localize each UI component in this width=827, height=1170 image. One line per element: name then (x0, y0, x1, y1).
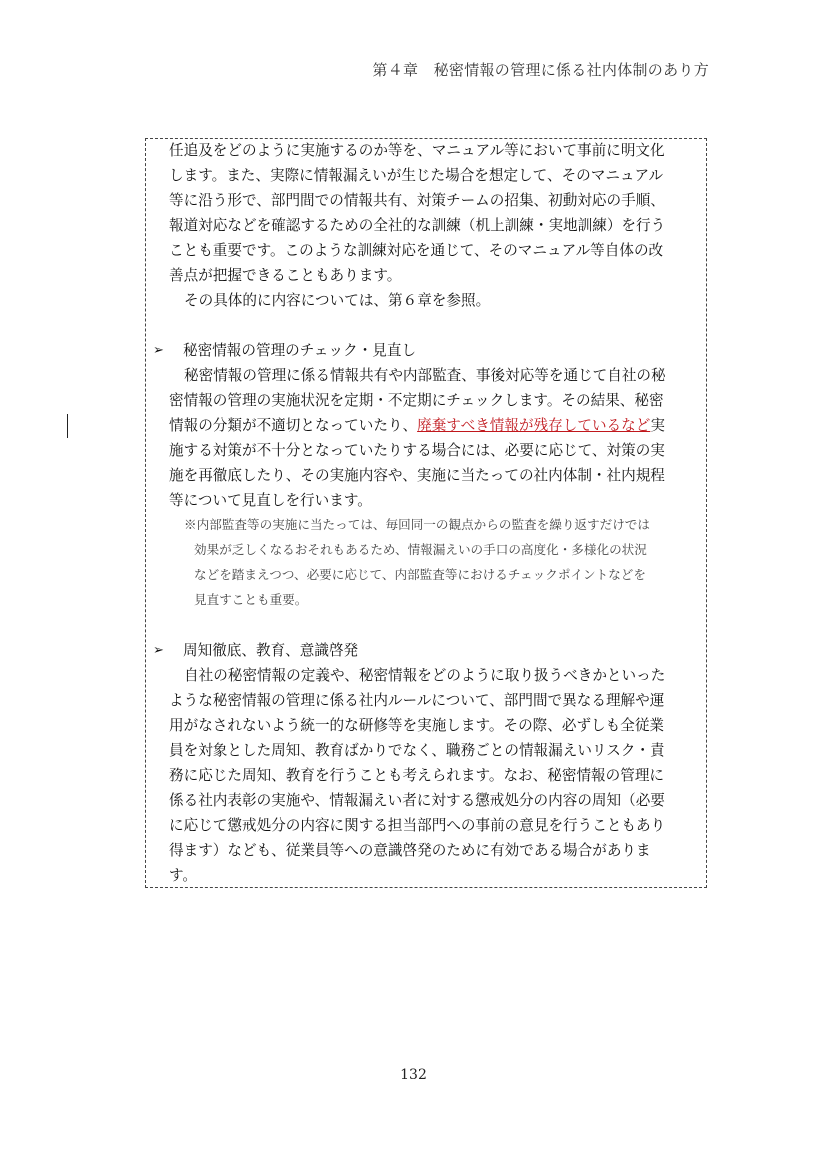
intro-line-5: ことも重要です。このような訓練対応を通じて、そのマニュアル等自体の改 (169, 242, 664, 259)
check-line-3-pre: 情報の分類が不適切となっていたり、 (169, 417, 418, 434)
check-line-2: 密情報の管理の実施状況を定期・不定期にチェックします。その結果、秘密 (169, 392, 664, 409)
note-line-2: 効果が乏しくなるおそれもあるため、情報漏えいの手口の高度化・多様化の状況 (194, 542, 647, 557)
intro-line-1: 任追及をどのように実施するのか等を、マニュアル等において事前に明文化 (169, 142, 665, 159)
revision-bar (67, 414, 68, 438)
intro-reference: その具体的に内容については、第６章を参照。 (184, 292, 491, 309)
intro-line-4: 報道対応などを確認するための全社的な訓練（机上訓練・実地訓練）を行う (169, 217, 666, 234)
awareness-line-6: 係る社内表彰の実施や、情報漏えい者に対する懲戒処分の内容の周知（必要 (169, 792, 665, 809)
check-line-4: 施する対策が不十分となっていたりする場合には、必要に応じて、対策の実 (169, 442, 665, 459)
section-title-check: 秘密情報の管理のチェック・見直し (183, 342, 417, 359)
note-line-4: 見直すことも重要。 (194, 592, 308, 607)
page-number: 132 (400, 1067, 427, 1083)
awareness-line-4: 員を対象とした周知、教育ばかりでなく、職務ごとの情報漏えいリスク・責 (169, 742, 665, 759)
bullet-arrow-icon: ➢ (153, 343, 164, 358)
chapter-header: 第４章 秘密情報の管理に係る社内体制のあり方 (372, 61, 709, 79)
intro-line-2: します。また、実際に情報漏えいが生じた場合を想定して、そのマニュアル (169, 167, 664, 184)
check-line-6: 等について見直しを行います。 (169, 492, 372, 509)
bullet-arrow-icon: ➢ (153, 643, 164, 658)
check-line-5: 施を再徹底したり、その実施内容や、実施に当たっての社内体制・社内規程 (169, 467, 665, 484)
highlighted-revision-text: 廃棄すべき情報が残存しているなど (417, 417, 651, 434)
check-line-3-post: 実 (650, 417, 665, 434)
awareness-line-9: す。 (169, 867, 198, 884)
awareness-line-1: 自社の秘密情報の定義や、秘密情報をどのように取り扱うべきかといった (184, 667, 666, 684)
note-line-3: などを踏まえつつ、必要に応じて、内部監査等におけるチェックポイントなどを (194, 567, 646, 582)
intro-line-3: 等に沿う形で、部門間での情報共有、対策チームの招集、初動対応の手順、 (169, 192, 665, 209)
note-line-1: ※内部監査等の実施に当たっては、毎回同一の観点からの監査を繰り返すだけでは (184, 517, 650, 532)
awareness-line-5: 務に応じた周知、教育を行うことも考えられます。なお、秘密情報の管理に (169, 767, 665, 784)
check-line-3 (169, 416, 665, 436)
awareness-line-8: 得ます）なども、従業員等への意識啓発のために有効である場合がありま (169, 842, 651, 859)
check-line-1: 秘密情報の管理に係る情報共有や内部監査、事後対応等を通じて自社の秘 (184, 367, 666, 384)
awareness-line-2: ような秘密情報の管理に係る社内ルールについて、部門間で異なる理解や運 (169, 692, 665, 709)
awareness-line-3: 用がなされないよう統一的な研修等を実施します。その際、必ずしも全従業 (169, 717, 665, 734)
intro-line-6: 善点が把握できることもあります。 (169, 267, 402, 284)
section-title-awareness: 周知徹底、教育、意識啓発 (183, 642, 359, 659)
awareness-line-7: に応じて懲戒処分の内容に関する担当部門への事前の意見を行うこともあり (169, 817, 666, 834)
